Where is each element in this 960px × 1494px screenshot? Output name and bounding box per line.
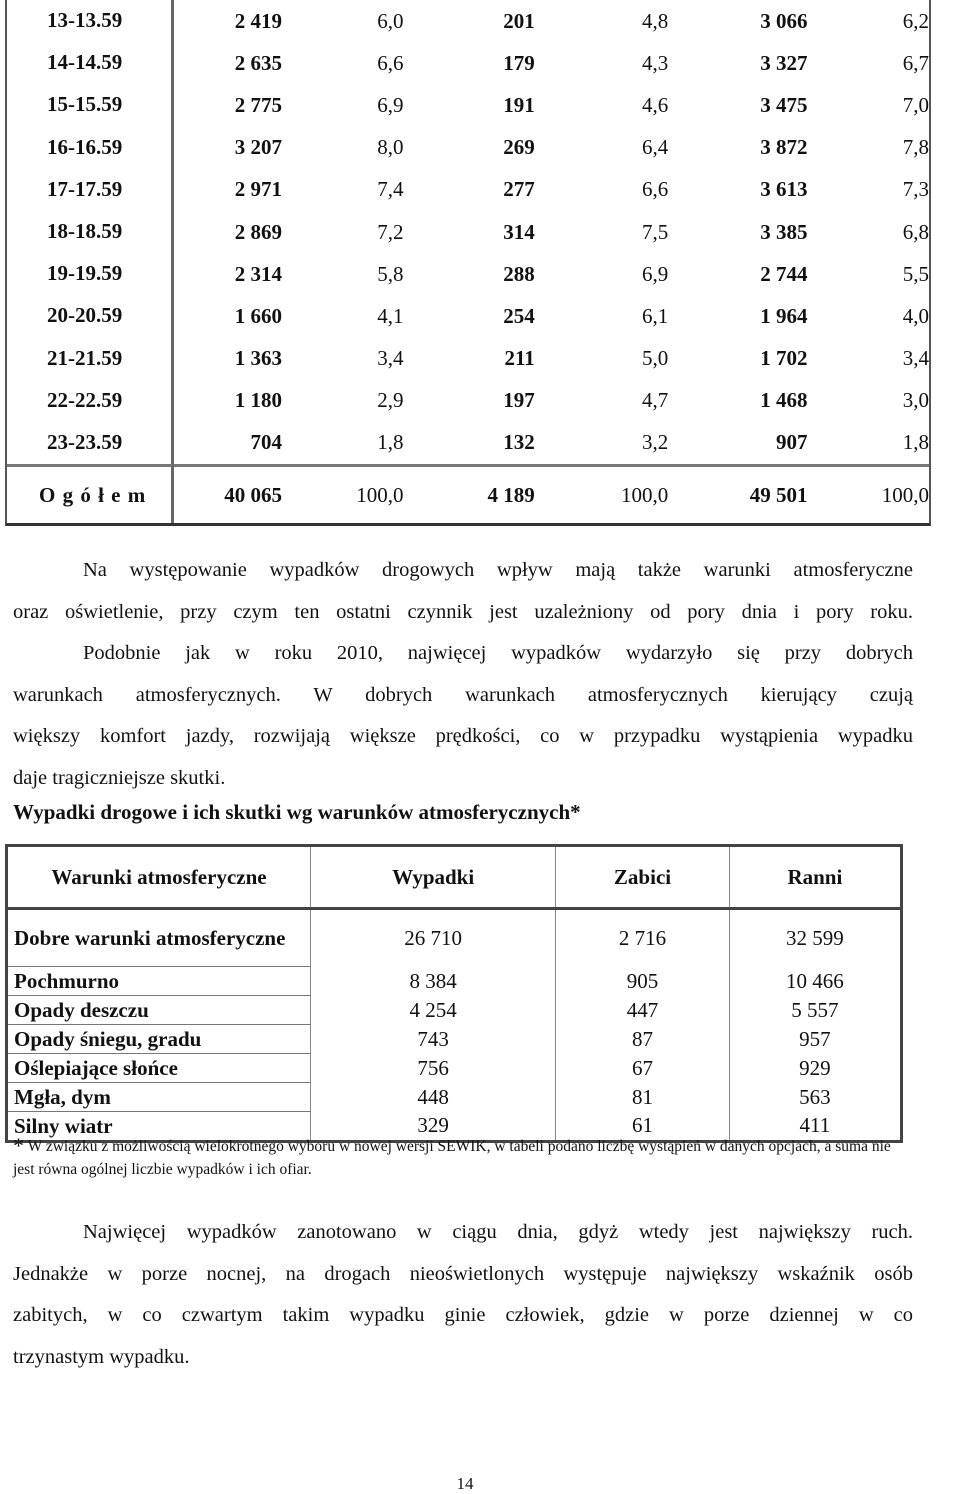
table-row <box>7 1054 902 1083</box>
table-row <box>7 338 929 380</box>
condition-cell: Opady śniegu, gradu <box>7 1025 311 1054</box>
injured-percent: 6,2 <box>902 8 929 33</box>
table-row <box>7 211 929 253</box>
condition-cell: Oślepiające słońce <box>7 1054 311 1083</box>
table-row <box>7 42 929 84</box>
text-line: warunkach atmosferycznych. W dobrych warunkach atmosferycznych kierujący czują <box>13 683 913 706</box>
total-injured-percent: 100,0 <box>807 464 929 523</box>
accidents-percent: 1,8 <box>377 430 404 455</box>
injured-percent: 3,4 <box>902 346 929 371</box>
text-line: Podobnie jak w roku 2010, najwięcej wypadków wydarzyło się przy dobrych <box>83 642 913 664</box>
killed-count: 269 <box>503 135 535 160</box>
page-number: 14 <box>456 1474 474 1493</box>
killed-count: 132 <box>503 430 535 455</box>
accidents-cell: 756 <box>311 1054 556 1083</box>
text-line: daje tragiczniejsze skutki. <box>13 766 226 789</box>
injured-count: 3 475 <box>760 92 808 117</box>
accidents-cell: 329 <box>311 1112 556 1142</box>
injured-percent: 7,8 <box>902 135 929 160</box>
accidents-count: 3 207 <box>234 135 282 160</box>
text-line: zabitych, w co czwartym takim wypadku ginie człowiek, gdzie w porze dziennej w co <box>13 1304 913 1326</box>
weather-accidents-table <box>5 844 903 1143</box>
condition-cell: Mgła, dym <box>7 1083 311 1112</box>
killed-cell: 61 <box>556 1112 729 1142</box>
total-killed: 4 189 <box>403 464 534 523</box>
accidents-percent: 2,9 <box>377 388 404 413</box>
accidents-percent: 8,0 <box>377 135 404 160</box>
text-line: Na występowanie wypadków drogowych wpływ mają także warunki atmosferyczne <box>83 559 913 581</box>
condition-cell: Dobre warunki atmosferyczne <box>7 909 311 967</box>
condition-cell: Opady deszczu <box>7 996 311 1025</box>
killed-count: 277 <box>503 177 535 202</box>
header-accidents: Wypadki <box>311 846 556 909</box>
injured-percent: 7,3 <box>902 177 929 202</box>
hour-cell: 19-19.59 <box>7 253 174 295</box>
killed-count: 201 <box>503 8 535 33</box>
killed-percent: 4,8 <box>641 8 669 33</box>
accidents-percent: 6,0 <box>377 8 404 33</box>
table-row <box>7 253 929 295</box>
hour-cell: 21-21.59 <box>7 338 174 380</box>
killed-count: 254 <box>503 303 535 328</box>
accidents-count: 2 419 <box>234 8 282 33</box>
killed-percent: 4,3 <box>641 50 669 75</box>
killed-count: 179 <box>503 50 535 75</box>
text-line: Najwięcej wypadków zanotowano w ciągu dnia, gdyż wtedy jest największy ruch. <box>83 1221 913 1243</box>
text-line: Jednakże w porze nocnej, na drogach nieoświetlonych występuje największy wskaźnik osób <box>13 1262 913 1285</box>
killed-count: 211 <box>504 346 535 371</box>
killed-count: 191 <box>503 92 535 117</box>
killed-cell: 87 <box>556 1025 729 1054</box>
accidents-percent: 6,9 <box>377 92 404 117</box>
total-accidents: 40 065 <box>174 464 281 523</box>
injured-percent: 1,8 <box>902 430 929 455</box>
killed-count: 197 <box>503 388 535 413</box>
killed-percent: 4,7 <box>641 388 669 413</box>
accidents-count: 2 314 <box>234 261 282 286</box>
injured-percent: 6,7 <box>902 50 929 75</box>
accidents-cell: 8 384 <box>311 967 556 996</box>
accidents-cell: 26 710 <box>311 909 556 967</box>
total-row <box>7 464 929 523</box>
killed-count: 314 <box>503 219 535 244</box>
table-row <box>7 127 929 169</box>
table-row <box>7 84 929 126</box>
total-killed-percent: 100,0 <box>535 464 668 523</box>
accidents-percent: 6,6 <box>377 50 404 75</box>
condition-cell: Pochmurno <box>7 967 311 996</box>
footnote-text: W związku z możliwością wielokrotnego wyboru w nowej wersji SEWIK, w tabeli podano liczbę wystąpień w danych opcjach, a suma nie jest równa ogólnej liczbie wypadków i ich ofiar. <box>13 1138 891 1178</box>
hour-cell: 14-14.59 <box>7 42 174 84</box>
killed-percent: 6,9 <box>641 261 669 286</box>
injured-count: 3 872 <box>760 135 808 160</box>
table-row <box>7 1025 902 1054</box>
table-row <box>7 0 929 42</box>
hour-cell: 17-17.59 <box>7 169 174 211</box>
killed-cell: 81 <box>556 1083 729 1112</box>
accidents-count: 2 971 <box>234 177 282 202</box>
killed-percent: 5,0 <box>641 346 669 371</box>
table-row <box>7 422 929 464</box>
paragraph-lighting <box>13 1212 913 1378</box>
injured-count: 3 327 <box>760 50 808 75</box>
killed-cell: 447 <box>556 996 729 1025</box>
accidents-cell: 4 254 <box>311 996 556 1025</box>
killed-cell: 67 <box>556 1054 729 1083</box>
hour-cell: 22-22.59 <box>7 380 174 422</box>
injured-count: 3 385 <box>760 219 808 244</box>
injured-count: 1 468 <box>760 388 808 413</box>
table-row <box>7 967 902 996</box>
table-row <box>7 909 902 967</box>
hour-cell: 13-13.59 <box>7 0 174 42</box>
killed-cell: 2 716 <box>556 909 729 967</box>
accidents-count: 704 <box>250 430 282 455</box>
injured-cell: 32 599 <box>729 909 901 967</box>
killed-percent: 7,5 <box>641 219 669 244</box>
killed-percent: 4,6 <box>641 92 669 117</box>
table-row <box>7 169 929 211</box>
accidents-percent: 4,1 <box>377 303 404 328</box>
injured-count: 3 066 <box>760 8 808 33</box>
injured-cell: 957 <box>729 1025 901 1054</box>
hour-cell: 15-15.59 <box>7 84 174 126</box>
injured-cell: 5 557 <box>729 996 901 1025</box>
table-row <box>7 996 902 1025</box>
text-line: większy komfort jazdy, rozwijają większe prędkości, co w przypadku wystąpienia wypadku <box>13 725 913 747</box>
table-header-row <box>7 846 902 909</box>
accidents-percent: 3,4 <box>377 346 404 371</box>
hour-cell: 18-18.59 <box>7 211 174 253</box>
injured-count: 1 964 <box>760 303 808 328</box>
killed-cell: 905 <box>556 967 729 996</box>
total-accidents-percent: 100,0 <box>282 464 404 523</box>
injured-percent: 3,0 <box>902 388 929 413</box>
total-label: O g ó ł e m <box>7 464 174 523</box>
injured-cell: 929 <box>729 1054 901 1083</box>
hour-cell: 20-20.59 <box>7 295 174 337</box>
accidents-count: 2 775 <box>234 92 282 117</box>
table-row <box>7 1083 902 1112</box>
footnote <box>13 1134 913 1181</box>
killed-count: 288 <box>503 261 535 286</box>
paragraph-weather-intro <box>13 550 913 799</box>
injured-count: 907 <box>775 430 808 455</box>
weather-table-title: Wypadki drogowe i ich skutki wg warunków atmosferycznych* <box>13 800 581 824</box>
killed-percent: 6,6 <box>641 177 669 202</box>
header-injured: Ranni <box>729 846 901 909</box>
table-row <box>7 380 929 422</box>
accidents-count: 1 660 <box>234 303 282 328</box>
text-line: trzynastym wypadku. <box>13 1345 190 1368</box>
accidents-count: 1 363 <box>234 346 282 371</box>
accidents-percent: 7,4 <box>377 177 404 202</box>
injured-percent: 5,5 <box>902 261 929 286</box>
header-killed: Zabici <box>556 846 729 909</box>
injured-cell: 411 <box>729 1112 901 1142</box>
accidents-percent: 5,8 <box>377 261 404 286</box>
injured-percent: 6,8 <box>902 219 929 244</box>
injured-percent: 7,0 <box>902 92 929 117</box>
accidents-cell: 448 <box>311 1083 556 1112</box>
condition-cell: Silny wiatr <box>7 1112 311 1142</box>
accidents-percent: 7,2 <box>377 219 404 244</box>
injured-percent: 4,0 <box>902 303 929 328</box>
killed-percent: 3,2 <box>641 430 669 455</box>
header-conditions: Warunki atmosferyczne <box>7 846 311 909</box>
killed-percent: 6,4 <box>641 135 669 160</box>
footnote-star: * <box>13 1133 24 1158</box>
hour-cell: 23-23.59 <box>7 422 174 464</box>
accidents-cell: 743 <box>311 1025 556 1054</box>
injured-count: 2 744 <box>760 261 808 286</box>
text-line: oraz oświetlenie, przy czym ten ostatni czynnik jest uzależniony od pory dnia i pory roku. <box>13 600 913 623</box>
injured-count: 1 702 <box>760 346 808 371</box>
injured-count: 3 613 <box>760 177 808 202</box>
total-injured: 49 501 <box>668 464 807 523</box>
injured-cell: 10 466 <box>729 967 901 996</box>
accidents-count: 2 635 <box>234 50 282 75</box>
accidents-count: 2 869 <box>234 219 282 244</box>
hour-cell: 16-16.59 <box>7 127 174 169</box>
killed-percent: 6,1 <box>641 303 669 328</box>
hourly-accidents-table <box>5 0 931 526</box>
injured-cell: 563 <box>729 1083 901 1112</box>
table-row <box>7 295 929 337</box>
accidents-count: 1 180 <box>234 388 282 413</box>
